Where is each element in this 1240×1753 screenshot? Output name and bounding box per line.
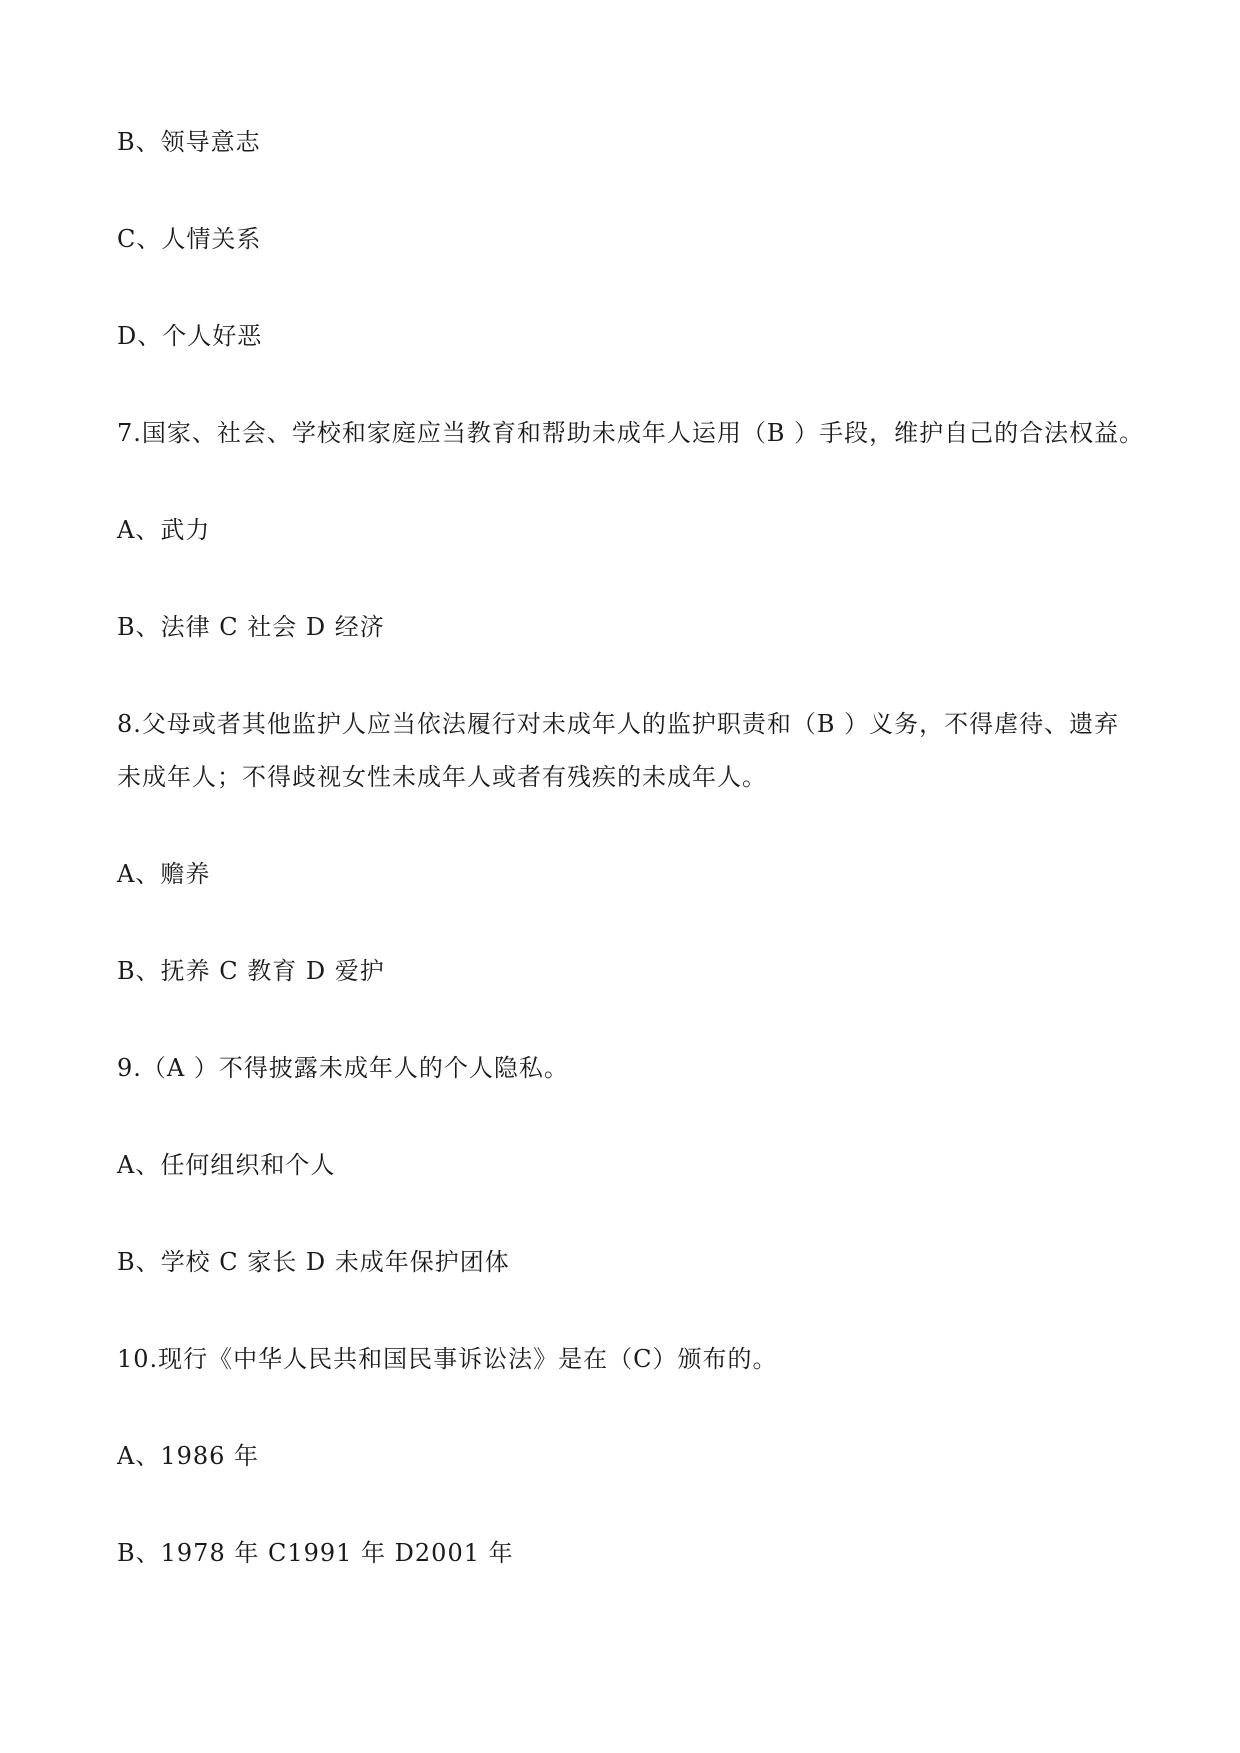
q6-option-d: D、个人好恶 — [117, 322, 263, 350]
q7-option-a: A、武力 — [117, 516, 211, 544]
q10-question: 10.现行《中华人民共和国民事诉讼法》是在（C）颁布的。 — [117, 1345, 778, 1373]
q7-question: 7.国家、社会、学校和家庭应当教育和帮助未成年人运用（B ）手段，维护自己的合法权益。 — [117, 419, 1145, 447]
q8-option-a: A、赡养 — [117, 860, 211, 888]
q10-option-a: A、1986 年 — [117, 1442, 260, 1470]
q7-options-bcd: B、法律 C 社会 D 经济 — [117, 613, 385, 641]
q9-options-bcd: B、学校 C 家长 D 未成年保护团体 — [117, 1248, 510, 1276]
q8-options-bcd: B、抚养 C 教育 D 爱护 — [117, 957, 385, 985]
q6-option-b: B、领导意志 — [117, 128, 261, 156]
q10-options-bcd: B、1978 年 C1991 年 D2001 年 — [117, 1539, 514, 1567]
q8-question-line1: 8.父母或者其他监护人应当依法履行对未成年人的监护职责和（B ）义务，不得虐待、遗弃 — [117, 710, 1120, 738]
q8-question-line2: 未成年人；不得歧视女性未成年人或者有残疾的未成年人。 — [117, 763, 767, 791]
q6-option-c: C、人情关系 — [117, 225, 262, 253]
q9-option-a: A、任何组织和个人 — [117, 1151, 336, 1179]
q9-question: 9.（A ）不得披露未成年人的个人隐私。 — [117, 1054, 569, 1082]
